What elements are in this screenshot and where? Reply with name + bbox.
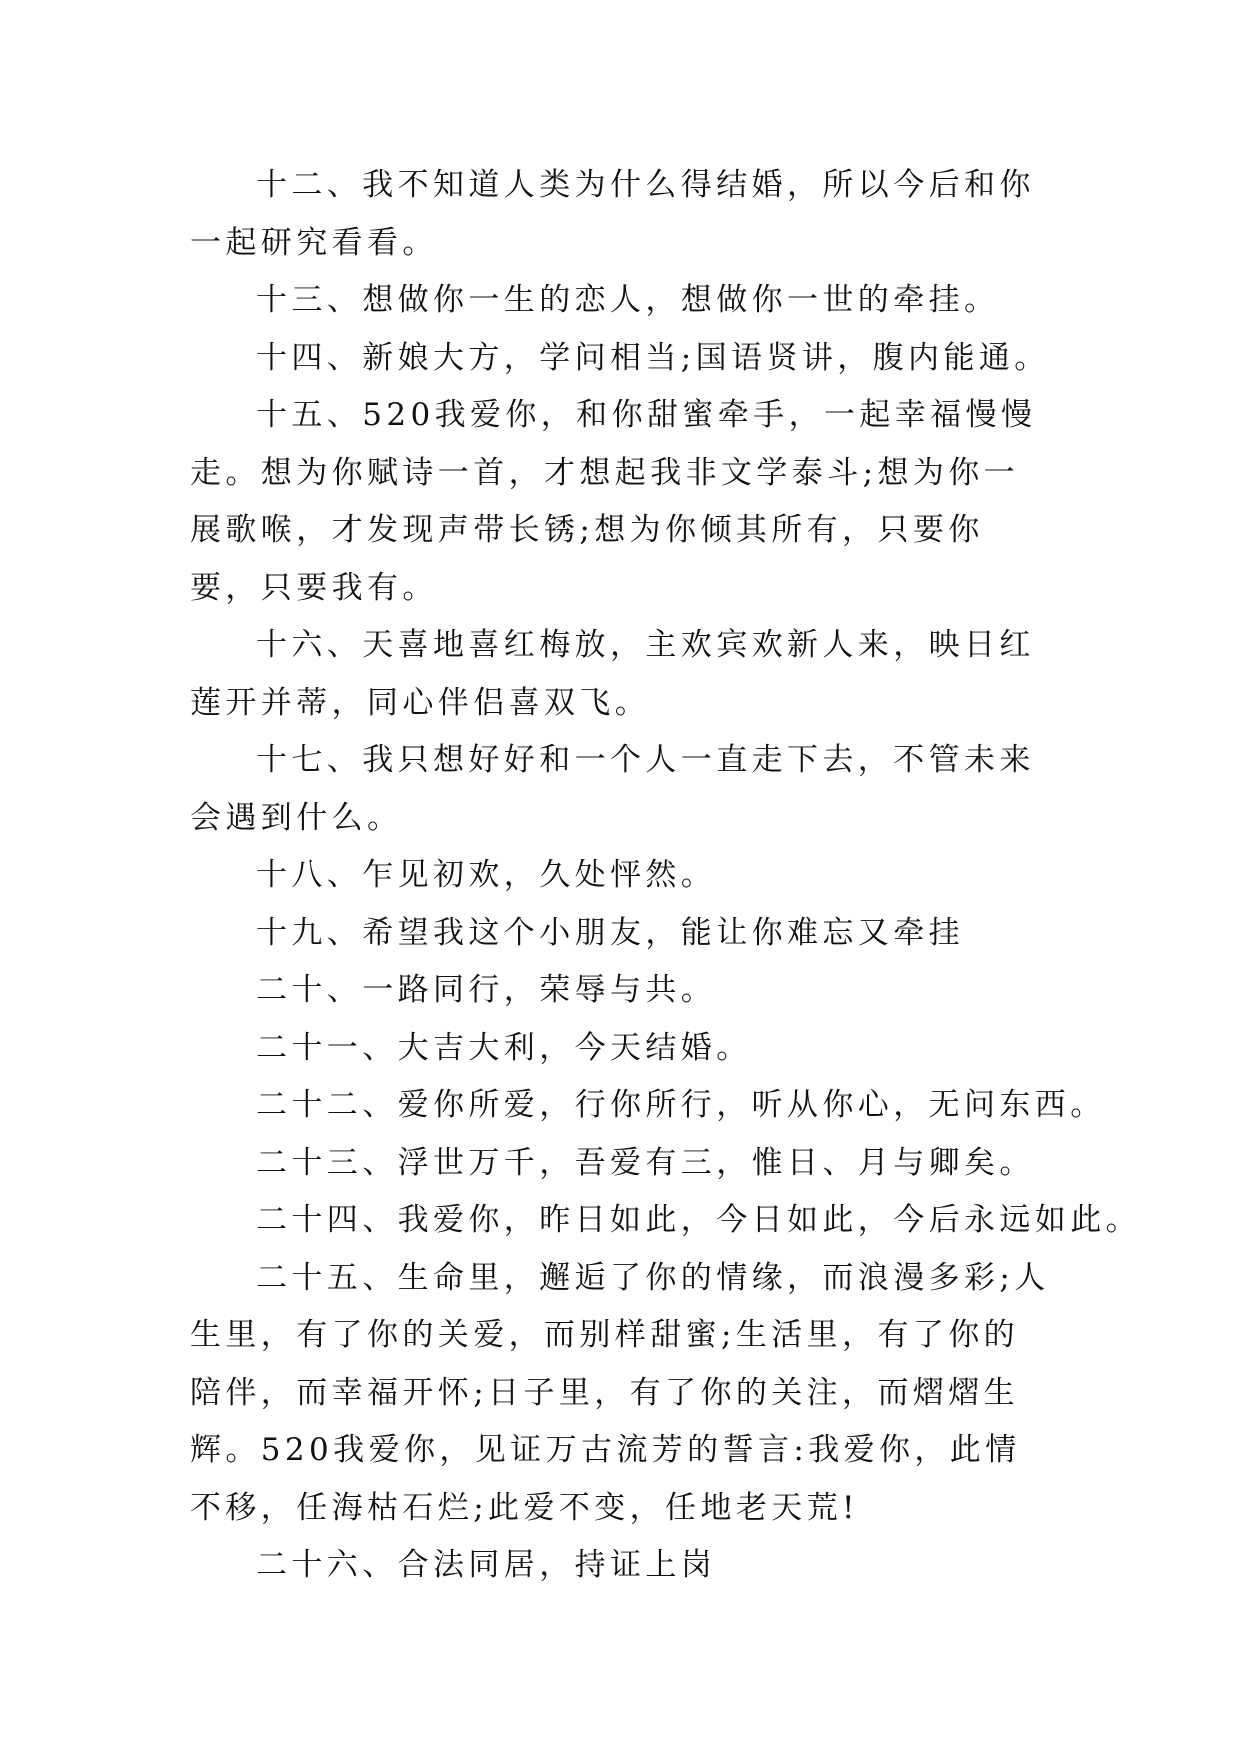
paragraph-16: 十六、天喜地喜红梅放，主欢宾欢新人来，映日红莲开并蒂，同心伴侣喜双飞。 (190, 627, 1035, 721)
paragraph-19: 十九、希望我这个小朋友，能让你难忘又牵挂 (256, 914, 964, 951)
paragraph-12: 十二、我不知道人类为什么得结婚，所以今后和你一起研究看看。 (190, 167, 1035, 261)
paragraph-14: 十四、新娘大方，学问相当;国语贤讲，腹内能通。 (256, 339, 1050, 376)
document-body (190, 157, 1141, 1595)
paragraph-13: 十三、想做你一生的恋人，想做你一世的牵挂。 (256, 282, 1000, 318)
paragraph-26: 二十六、合法同居，持证上岗 (256, 1547, 717, 1583)
paragraph-18: 十八、乍见初欢，久处怦然。 (256, 857, 717, 893)
paragraph-24: 二十四、我爱你，昨日如此，今日如此，今后永远如此。 (256, 1202, 1141, 1238)
paragraph-25: 二十五、生命里，邂逅了你的情缘，而浪漫多彩;人生里，有了你的关爱，而别样甜蜜;生活里，有了你的陪伴，而幸福开怀;日子里，有了你的关注，而熠熠生辉。520我爱你，见证万古流芳的誓言:我爱你，此情不移，任海枯石烂;此爱不变，任地老天荒! (190, 1259, 1050, 1526)
paragraph-21: 二十一、大吉大利，今天结婚。 (256, 1029, 752, 1066)
paragraph-20: 二十、一路同行，荣辱与共。 (256, 972, 717, 1008)
paragraph-22: 二十二、爱你所爱，行你所行，听从你心，无问东西。 (256, 1087, 1106, 1123)
paragraph-23: 二十三、浮世万千，吾爱有三，惟日、月与卿矣。 (256, 1144, 1035, 1181)
paragraph-17: 十七、我只想好好和一个人一直走下去，不管未来会遇到什么。 (190, 742, 1035, 836)
paragraph-15: 十五、520我爱你，和你甜蜜牵手，一起幸福慢慢走。想为你赋诗一首，才想起我非文学泰斗;想为你一展歌喉，才发现声带长锈;想为你倾其所有，只要你要，只要我有。 (190, 397, 1037, 606)
